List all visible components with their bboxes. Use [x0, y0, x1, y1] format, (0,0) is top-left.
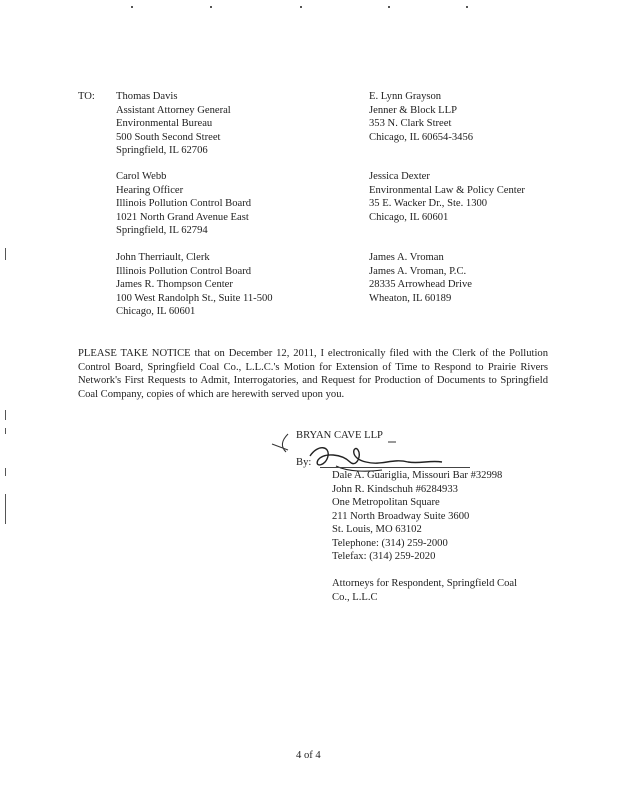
recipient-carol-webb [116, 170, 251, 238]
scan-mark [388, 6, 390, 8]
address-line: Environmental Bureau [116, 118, 213, 129]
address-line: Chicago, IL 60601 [369, 211, 449, 223]
recipient-john-therriault [116, 251, 273, 319]
address-line: Springfield, IL 62706 [116, 145, 208, 156]
firm-name: BRYAN CAVE LLP [296, 430, 383, 441]
address-line: Chicago, IL 60654-3456 [369, 131, 474, 143]
signatory-line: 211 North Broadway Suite 3600 [332, 510, 470, 522]
recipient-lynn-grayson [369, 90, 473, 144]
address-line: Environmental Law & Policy Center [369, 184, 525, 196]
address-line: John Therriault, Clerk [116, 252, 210, 263]
address-line: James A. Vroman [369, 252, 444, 263]
attorneys-for-line: Attorneys for Respondent, Springfield Coal [332, 578, 518, 589]
attorneys-for-block [332, 577, 517, 604]
scan-mark [300, 6, 302, 8]
margin-mark [5, 410, 6, 420]
signatory-line: John R. Kindschuh #6284933 [332, 483, 458, 495]
address-line: Illinois Pollution Control Board [116, 198, 252, 209]
recipient-thomas-davis [116, 90, 231, 158]
margin-mark [5, 428, 6, 434]
scan-mark [210, 6, 212, 8]
by-label: By: [296, 457, 312, 468]
recipient-james-vroman [369, 251, 472, 305]
margin-mark [5, 248, 6, 260]
address-line: Jessica Dexter [369, 171, 430, 182]
address-line: Thomas Davis [116, 91, 178, 102]
margin-mark [5, 468, 6, 476]
signatory-line: One Metropolitan Square [332, 497, 440, 508]
address-line: Hearing Officer [116, 184, 184, 196]
address-line: 1021 North Grand Avenue East [116, 211, 249, 223]
address-line: E. Lynn Grayson [369, 91, 442, 102]
address-line: Assistant Attorney General [116, 104, 231, 116]
page-number: 4 of 4 [296, 750, 321, 761]
address-line: James R. Thompson Center [116, 279, 233, 290]
margin-mark [5, 494, 6, 524]
address-line: 28335 Arrowhead Drive [369, 279, 472, 290]
recipient-jessica-dexter [369, 170, 525, 224]
signatory-block [332, 469, 502, 564]
signatory-line: St. Louis, MO 63102 [332, 524, 422, 535]
signatory-line: Dale A. Guariglia, Missouri Bar #32998 [332, 470, 503, 481]
scan-mark [466, 6, 468, 8]
address-line: 35 E. Wacker Dr., Ste. 1300 [369, 198, 488, 209]
address-line: Chicago, IL 60601 [116, 306, 196, 317]
address-line: Carol Webb [116, 171, 167, 182]
scan-mark [131, 6, 133, 8]
address-line: Illinois Pollution Control Board [116, 265, 252, 277]
address-line: 100 West Randolph St., Suite 11-500 [116, 292, 273, 304]
signatory-line: Telefax: (314) 259-2020 [332, 551, 436, 562]
attorneys-for-line: Co., L.L.C [332, 591, 378, 603]
address-line: 353 N. Clark Street [369, 118, 452, 129]
to-label: TO: [78, 91, 95, 102]
signatory-line: Telephone: (314) 259-2000 [332, 537, 448, 549]
address-line: 500 South Second Street [116, 131, 221, 143]
notice-paragraph: PLEASE TAKE NOTICE that on December 12, 2011, I electronically filed with the Clerk of the Pollution Control Board, Springfield Coal Co., L.L.C.'s Motion for Extension of Time to Respond to Prairie Rivers Network's First Requests to Admit, Interrogatories, and Request for Production of Documents to Springfield Coal Company, copies of which are herewith served upon you. [78, 348, 548, 400]
address-line: James A. Vroman, P.C. [369, 265, 467, 277]
address-line: Jenner & Block LLP [369, 104, 457, 116]
signature-line [320, 467, 470, 468]
address-line: Wheaton, IL 60189 [369, 292, 452, 304]
address-line: Springfield, IL 62794 [116, 225, 208, 236]
